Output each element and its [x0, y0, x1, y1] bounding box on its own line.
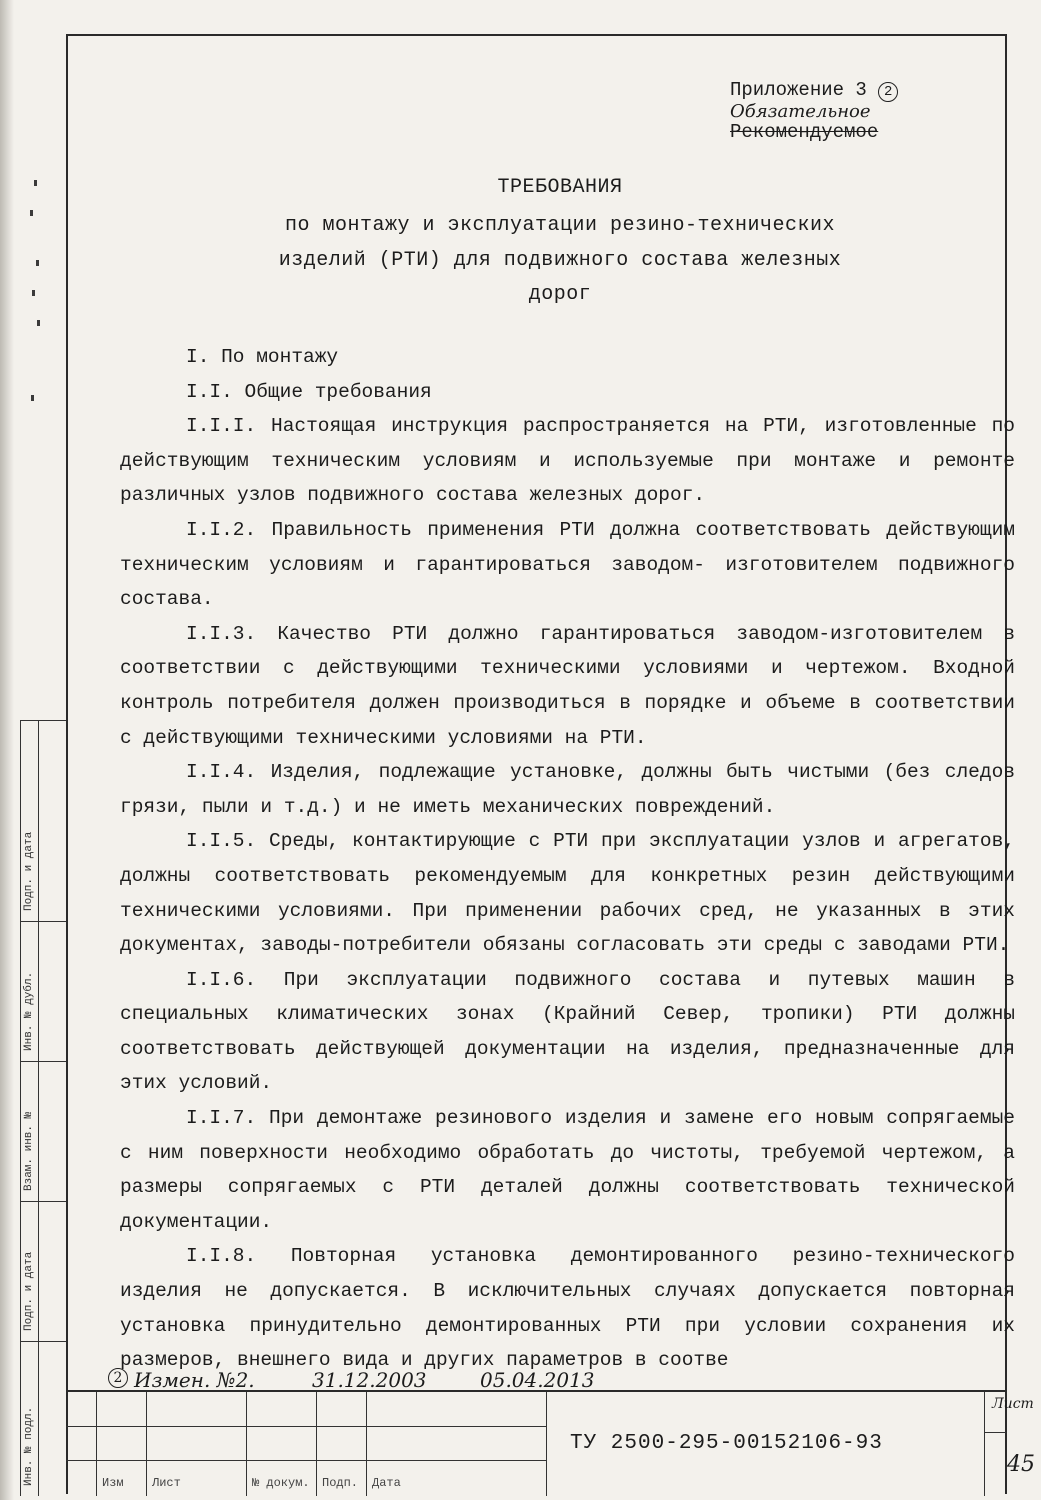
appendix-label: Приложение 3 2 — [730, 80, 960, 102]
change-date-2: 05.04.2013 — [480, 1368, 595, 1392]
change-number: Измен. №2. — [134, 1368, 255, 1392]
stamp-col-line — [246, 1392, 247, 1496]
scan-edge-shadow — [0, 0, 14, 1500]
paragraph-1-1-8: I.I.8. Повторная установка демонтированного резино-технического изделия не допускается. В исключительных случаях допускается повторная установка принудительно демонтированных РТИ при условии сохранения их размеров, внешнего вида и других параметров в соотве — [120, 1245, 1015, 1372]
paragraph-1-1-3: I.I.3. Качество РТИ должно гарантироваться заводом-изготовителем в соответствии с действующими техническими условиями и чертежом. Входной контроль потребителя должен производиться в порядке и объеме в соответствии с действующими техническими условиями на РТИ. — [120, 622, 1015, 749]
change-mark-circle: 2 — [878, 82, 898, 102]
page-number: 45 — [1007, 1452, 1035, 1477]
strip-row-line — [20, 1201, 66, 1202]
strip-border — [20, 721, 21, 1496]
stamp-col-line — [316, 1392, 317, 1496]
subsection-heading: I.I. Общие требования — [186, 380, 432, 403]
stamp-col-date: Дата — [372, 1476, 401, 1490]
document-body — [120, 340, 1015, 1378]
stamp-col-izm: Изм — [102, 1476, 124, 1490]
stamp-col-line — [984, 1392, 985, 1496]
document-code: ТУ 2500-295-00152106-93 — [570, 1432, 883, 1455]
strip-label-inv-podl: Инв. № подл. — [23, 1406, 35, 1486]
stamp-col-line — [546, 1392, 547, 1496]
paragraph-1-1-4: I.I.4. Изделия, подлежащие установке, должны быть чистыми (без следов грязи, пыли и т.д.) и не иметь механических повреждений. — [120, 761, 1015, 818]
left-margin-stamp — [20, 720, 66, 1496]
subtitle-line-1: по монтажу и эксплуатации резино-технических — [284, 214, 836, 237]
stamp-row-line — [66, 1426, 546, 1427]
stamp-col-doc: № докум. — [252, 1476, 310, 1490]
sheet-label: Лист — [992, 1396, 1034, 1412]
paragraph-1-1-2: I.I.2. Правильность применения РТИ должна соответствовать действующим техническим условиям и гарантироваться заводом- изготовителем подвижного состава. — [120, 518, 1015, 611]
change-date-1: 31.12.2003 — [312, 1368, 427, 1392]
stamp-row-line — [984, 1432, 1006, 1433]
stamp-col-line — [146, 1392, 147, 1496]
strip-label-signature-date-2: Подп. и дата — [23, 1251, 35, 1331]
strip-row-line — [20, 1341, 66, 1342]
stamp-col-list: Лист — [152, 1476, 181, 1490]
frame-left-border — [66, 34, 68, 1494]
document-title: ТРЕБОВАНИЯ — [497, 176, 623, 199]
stamp-col-sign: Подп. — [322, 1476, 359, 1490]
section-heading: I. По монтажу — [186, 346, 339, 368]
strip-row-line — [20, 1061, 66, 1062]
stamp-col-line — [366, 1392, 367, 1496]
strip-row-line — [20, 921, 66, 922]
subtitle-line-2: изделий (РТИ) для подвижного состава железных — [278, 249, 842, 272]
paragraph-1-1-7: I.I.7. При демонтаже резинового изделия и замене его новым сопрягаемые с ним поверхности необходимо обработать до чистоты, требуемой чертежом, а размеры сопрягаемых с РТИ деталей должны соответствовать технической документации. — [120, 1107, 1015, 1233]
paragraph-1-1-5: I.I.5. Среды, контактирующие с РТИ при эксплуатации узлов и агрегатов, должны соответствовать рекомендуемым для конкретных резин действующими техническими условиями. При применении рабочих сред, не указанных в этих документах, заводы-потребители обязаны согласовать эти среды с заводами РТИ. — [120, 830, 1015, 957]
paragraph-1-1-6: I.I.6. При эксплуатации подвижного состава и путевых машин в специальных климатических зонах (Крайний Север, тропики) РТИ должны соответствовать действующей документации на изделия, предназначенные для этих условий. — [120, 968, 1015, 1095]
strip-label-inv-dubl: Инв. № дубл. — [23, 971, 35, 1051]
stamp-col-line — [96, 1392, 97, 1496]
strip-divider — [38, 721, 39, 1496]
appendix-status-handwritten: Обязательное — [730, 101, 871, 122]
appendix-note — [730, 80, 960, 142]
subtitle-line-3: дорог — [528, 283, 592, 306]
change-mark-circle: 2 — [108, 1368, 128, 1388]
frame-top-border — [66, 34, 1006, 36]
stamp-row-line — [66, 1460, 546, 1461]
paragraph-1-1-1: I.I.I. Настоящая инструкция распространяется на РТИ, изготовленные по действующим техническим условиям и используемые при монтаже и ремонте различных узлов подвижного состава железных дорог. — [120, 415, 1015, 507]
strip-label-signature-date: Подп. и дата — [23, 831, 35, 911]
strip-label-vzam-inv: Взам. инв. № — [23, 1111, 35, 1191]
margin-specks — [28, 180, 48, 420]
appendix-status-struck: Рекомендуемое — [730, 121, 879, 143]
